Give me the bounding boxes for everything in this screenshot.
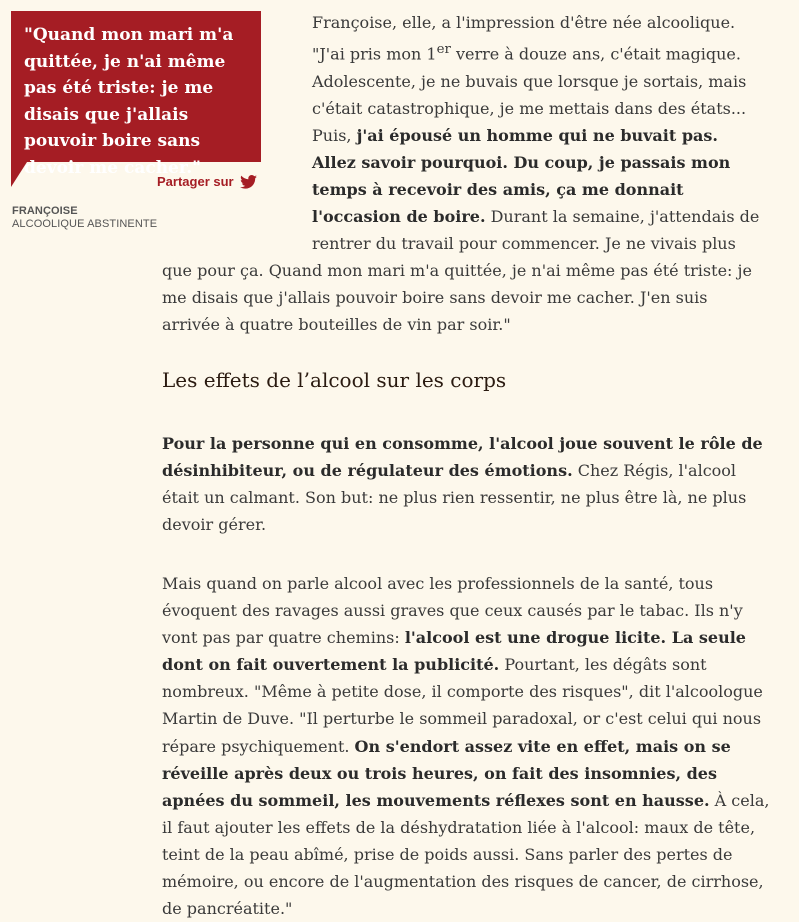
article-paragraph-2 xyxy=(162,430,774,538)
article-paragraph-1 xyxy=(162,9,762,338)
paragraph-text: verre à douze ans, c'était magique. Adolescente, je ne buvais que lorsque je sortais, mais c'était catastrophique, je me mettais dans des états... Puis, xyxy=(312,44,747,145)
superscript: er xyxy=(436,42,451,58)
paragraph-text: Françoise, elle, a l'impression d'être née alcoolique. "J'ai pris mon 1 xyxy=(312,13,736,64)
paragraph-text: À cela, il faut ajouter les effets de la déshydratation liée à l'alcool: maux de tête, teint de la peau abîmé, prise de poids aussi. Sans parler des pertes de mémoire, ou encore de l'augmentation des risques de cancer, de cirrhose, de pancréatite." xyxy=(162,790,770,919)
quote-author-name: FRANÇOISE xyxy=(12,205,78,217)
paragraph-text: Durant la semaine, j'attendais de rentrer du travail pour commencer. Je ne vivais plus que pour ça. Quand mon mari m'a quittée, je n'ai même pas été triste: je me disais que j'allais pouvoir boire sans devoir me cacher. J'en suis arrivée à quatre bouteilles de vin par soir." xyxy=(162,206,760,335)
section-heading: Les effets de l’alcool sur les corps xyxy=(162,368,507,392)
paragraph-text: Mais quand on parle alcool avec les professionnels de la santé, tous évoquent des ravages aussi graves que ceux causés par le tabac. Ils n'y vont pas par quatre chemins: xyxy=(162,574,743,648)
paragraph-bold-text: j'ai épousé un homme qui ne buvait pas. Allez savoir pourquoi. Du coup, je passais mon temps à recevoir des amis, ça me donnait l'occasion de boire. xyxy=(312,125,731,226)
paragraph-bold-text: On s'endort assez vite en effet, mais on se réveille après deux ou trois heures, on fait des insomnies, des apnées du sommeil, les mouvements réflexes sont en hausse. xyxy=(162,736,731,810)
article-paragraph-3 xyxy=(162,570,774,922)
pull-quote-tail xyxy=(11,162,27,187)
paragraph-text: Pourtant, les dégâts sont nombreux. "Même à petite dose, il comporte des risques", dit l'alcoologue Martin de Duve. "Il perturbe le sommeil paradoxal, or c'est celui qui nous répare psychiquement. xyxy=(162,655,763,756)
paragraph-bold-text: Pour la personne qui en consomme, l'alcool joue souvent le rôle de désinhibiteur, ou de régulateur des émotions. xyxy=(162,434,763,481)
pull-quote-text: "Quand mon mari m'a quittée, je n'ai même pas été triste: je me disais que j'allais pouvoir boire sans devoir me cacher." xyxy=(24,25,234,178)
quote-float-spacer xyxy=(162,9,312,254)
paragraph-text: Chez Régis, l'alcool était un calmant. Son but: ne plus rien ressentir, ne plus être là, ne plus devoir gérer. xyxy=(162,461,747,535)
paragraph-bold-text: l'alcool est une drogue licite. La seule dont on fait ouvertement la publicité. xyxy=(162,628,746,675)
share-label: Partager sur xyxy=(157,174,234,189)
quote-author-role: ALCOOLIQUE ABSTINENTE xyxy=(12,218,158,230)
